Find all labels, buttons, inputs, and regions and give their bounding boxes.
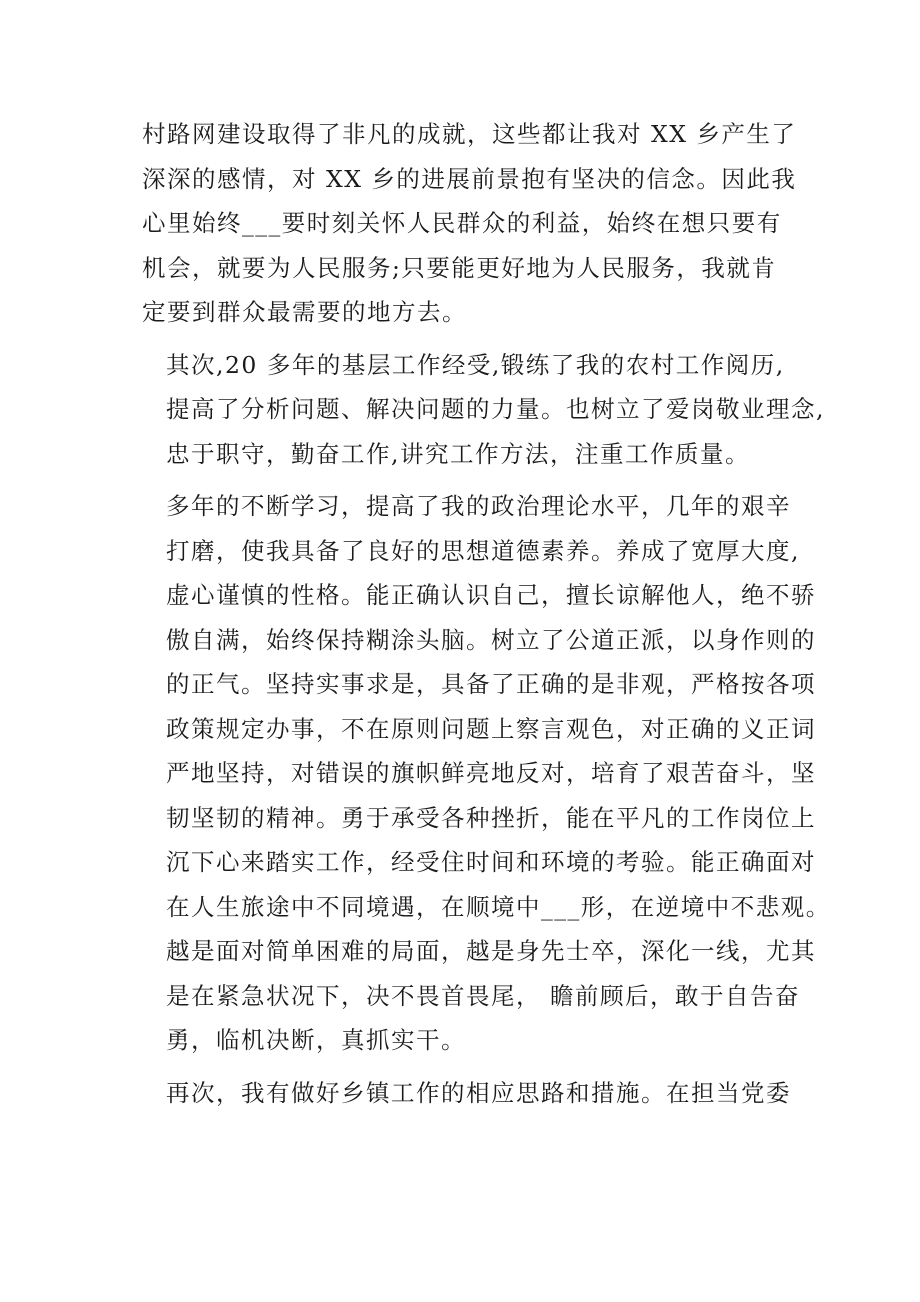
text-line: 深深的感情，对 XX 乡的进展前景抱有坚决的信念。因此我 [142, 164, 797, 193]
paragraph-grassroots-experience [142, 343, 825, 477]
text-line: 虚心谨慎的性格。能正确认识自己，擅长谅解他人，绝不骄 [166, 581, 816, 609]
text-line: 提高了分析问题、解决问题的力量。也树立了爱岗敬业理念, [166, 395, 825, 423]
text-line: 越是面对简单困难的局面，越是身先士卒，深化一线，尤其 [166, 937, 816, 965]
paragraph-study-and-character [142, 484, 831, 1063]
text-line: 严地坚持，对错误的旗帜鲜亮地反对，培育了艰苦奋斗，坚 [166, 759, 816, 787]
text-line: 在人生旅途中不同境遇，在顺境中___形，在逆境中不悲观。 [166, 892, 831, 921]
text-line: 政策规定办事，不在原则问题上察言观色，对正确的义正词 [166, 714, 816, 743]
text-line: 多年的不断学习，提高了我的政治理论水平，几年的艰辛 [166, 492, 791, 520]
text-line: 忠于职守，勤奋工作,讲究工作方法，注重工作质量。 [166, 439, 750, 468]
text-line: 是在紧急状况下，决不畏首畏尾， 瞻前顾后，敢于自告奋 [166, 981, 800, 1010]
paragraph-continuation [142, 112, 797, 335]
text-line: 定要到群众最需要的地方去。 [142, 298, 467, 326]
text-line: 打磨，使我具备了良好的思想道德素养。养成了宽厚大度, [166, 536, 800, 565]
paragraph-work-plan [142, 1071, 792, 1116]
text-line: 的正气。坚持实事求是，具备了正确的是非观，严格按各项 [166, 670, 816, 698]
text-line: 其次,20 多年的基层工作经受,锻练了我的农村工作阅历, [166, 350, 785, 379]
text-line: 沉下心来踏实工作，经受住时间和环境的考验。能正确面对 [166, 848, 816, 876]
text-line: 傲自满，始终保持糊涂头脑。树立了公道正派，以身作则的 [166, 625, 816, 654]
text-line: 勇，临机决断，真抓实干。 [166, 1026, 466, 1054]
text-line: 机会，就要为人民服务;只要能更好地为人民服务，我就肯 [142, 253, 777, 282]
text-line: 村路网建设取得了非凡的成就，这些都让我对 XX 乡产生了 [142, 120, 797, 148]
document-body [142, 112, 831, 1115]
text-line: 心里始终___要时刻关怀人民群众的利益，始终在想只要有 [142, 209, 782, 237]
text-line: 韧坚韧的精神。勇于承受各种挫折，能在平凡的工作岗位上 [166, 803, 816, 832]
text-line: 再次，我有做好乡镇工作的相应思路和措施。在担当党委 [166, 1078, 791, 1107]
